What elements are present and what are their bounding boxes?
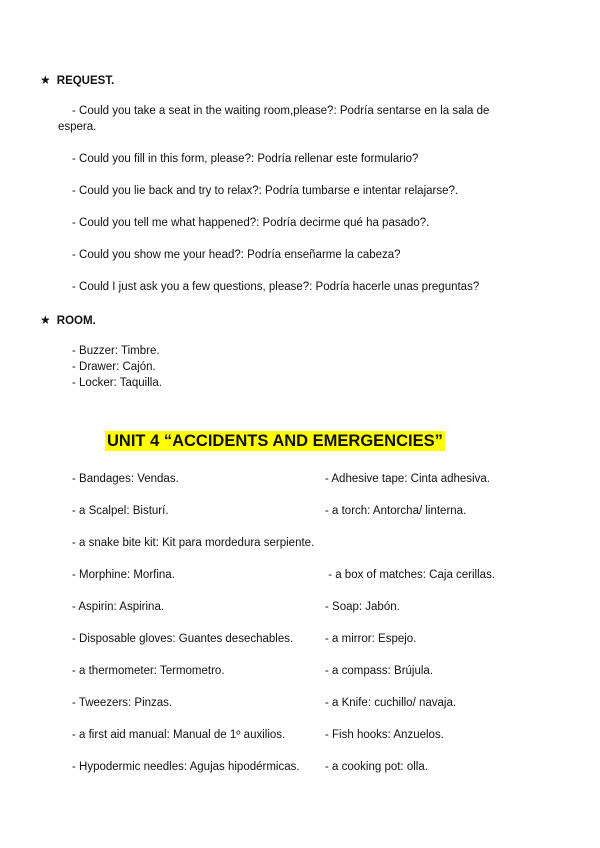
star-icon: ★ [40, 313, 51, 327]
vocab-left-item: - a thermometer: Termometro. [72, 665, 225, 677]
vocab-right-item: - a compass: Brújula. [325, 665, 434, 677]
vocab-right-item: - a mirror: Espejo. [325, 633, 417, 645]
vocab-left-item: - a snake bite kit: Kit para mordedura serpiente. [72, 537, 315, 549]
vocab-left-item: - Aspirin: Aspirina. [72, 601, 165, 613]
unit-title: UNIT 4 “ACCIDENTS AND EMERGENCIES” [107, 432, 443, 450]
request-item: - Could you fill in this form, please?: Podría rellenar este formulario? [72, 153, 419, 165]
vocab-right-item: - Fish hooks: Anzuelos. [325, 729, 444, 741]
vocab-right-item: - a box of matches: Caja cerillas. [325, 569, 496, 581]
vocab-right-item: - Soap: Jabón. [325, 601, 400, 613]
vocab-right-item: - a torch: Antorcha/ linterna. [325, 505, 467, 517]
request-item: - Could you show me your head?: Podría enseñarme la cabeza? [72, 249, 401, 261]
vocab-left-item: - Tweezers: Pinzas. [72, 697, 173, 709]
vocab-left-item: - Morphine: Morfina. [72, 569, 175, 581]
vocab-right-item: - Adhesive tape: Cinta adhesiva. [325, 473, 490, 485]
request-item: - Could you take a seat in the waiting room,please?: Podría sentarse en la sala de [72, 105, 490, 117]
room-item: - Drawer: Cajón. [72, 361, 156, 373]
vocab-left-item: - a first aid manual: Manual de 1º auxilios. [72, 729, 286, 741]
request-heading: ★ REQUEST. [40, 73, 115, 87]
vocab-left-item: - Hypodermic needles: Agujas hipodérmicas. [72, 761, 300, 773]
vocab-left-item: - a Scalpel: Bisturí. [72, 505, 169, 517]
request-item: - Could you tell me what happened?: Podría decirme qué ha pasado?. [72, 217, 430, 229]
request-item: - Could I just ask you a few questions, please?: Podría hacerle unas preguntas? [72, 281, 480, 293]
room-item: - Buzzer: Timbre. [72, 345, 160, 357]
request-item-continuation: espera. [58, 121, 97, 133]
vocab-left-item: - Bandages: Vendas. [72, 473, 179, 485]
request-item: - Could you lie back and try to relax?: Podría tumbarse e intentar relajarse?. [72, 185, 459, 197]
vocab-left-item: - Disposable gloves: Guantes desechables. [72, 633, 294, 645]
room-heading: ★ ROOM. [40, 313, 96, 327]
vocab-right-item: - a Knife: cuchillo/ navaja. [325, 697, 457, 709]
room-item: - Locker: Taquilla. [72, 377, 162, 389]
star-icon: ★ [40, 73, 51, 87]
vocab-right-item: - a cooking pot: olla. [325, 761, 428, 773]
